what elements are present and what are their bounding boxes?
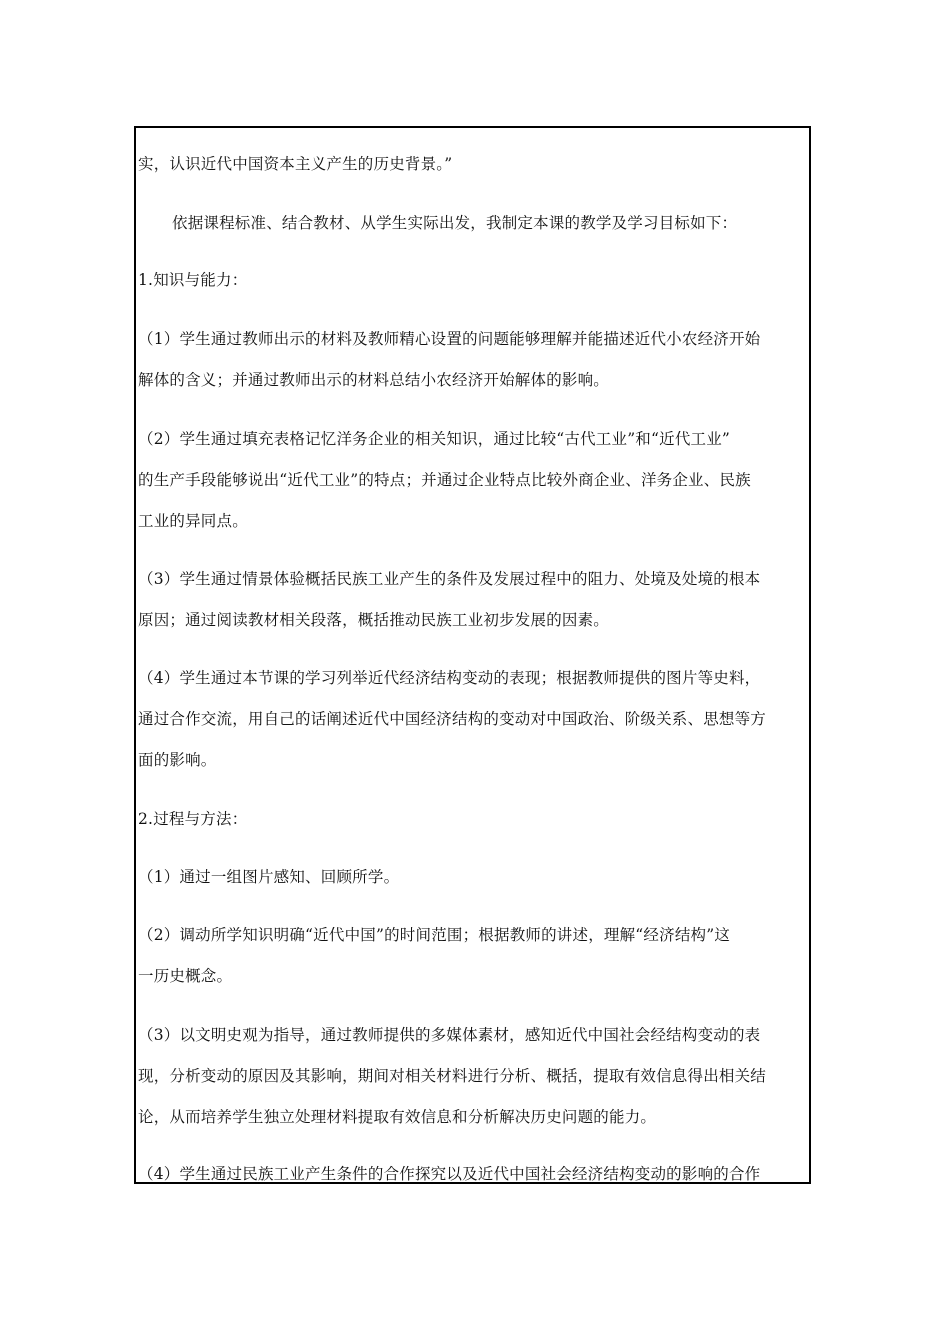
- text-line: （2）学生通过填充表格记忆洋务企业的相关知识，通过比较“古代工业”和“近代工业”: [138, 430, 731, 448]
- text-line: 现，分析变动的原因及其影响，期间对相关材料进行分析、概括，提取有效信息得出相关结: [138, 1067, 767, 1085]
- section-heading: 1.知识与能力：: [138, 271, 248, 289]
- text-line: （1）通过一组图片感知、回顾所学。: [138, 868, 400, 886]
- text-line: 解体的含义；并通过教师出示的材料总结小农经济开始解体的影响。: [138, 371, 610, 389]
- text-line: 依据课程标准、结合教材、从学生实际出发，我制定本课的教学及学习目标如下：: [172, 214, 738, 232]
- text-line: 原因；通过阅读教材相关段落，概括推动民族工业初步发展的因素。: [138, 611, 610, 629]
- text-line: 论，从而培养学生独立处理材料提取有效信息和分析解决历史问题的能力。: [138, 1108, 657, 1126]
- text-line: 一历史概念。: [138, 967, 233, 985]
- text-line: （1）学生通过教师出示的材料及教师精心设置的问题能够理解并能描述近代小农经济开始: [138, 330, 761, 348]
- text-line: （3）学生通过情景体验概括民族工业产生的条件及发展过程中的阻力、处境及处境的根本: [138, 570, 761, 588]
- text-line: 工业的异同点。: [138, 512, 248, 530]
- document-frame: [134, 126, 811, 1184]
- text-line: 面的影响。: [138, 751, 217, 769]
- text-line: 通过合作交流，用自己的话阐述近代中国经济结构的变动对中国政治、阶级关系、思想等方: [138, 710, 767, 728]
- text-line: （4）学生通过本节课的学习列举近代经济结构变动的表现；根据教师提供的图片等史料，: [138, 669, 761, 687]
- text-line: （3）以文明史观为指导，通过教师提供的多媒体素材，感知近代中国社会经结构变动的表: [138, 1026, 761, 1044]
- text-line: 实，认识近代中国资本主义产生的历史背景。”: [138, 155, 453, 173]
- text-line: （4）学生通过民族工业产生条件的合作探究以及近代中国社会经济结构变动的影响的合作: [138, 1165, 761, 1183]
- text-line: （2）调动所学知识明确“近代中国”的时间范围；根据教师的讲述，理解“经济结构”这: [138, 926, 731, 944]
- section-heading: 2.过程与方法：: [138, 810, 248, 828]
- text-line: 的生产手段能够说出“近代工业”的特点；并通过企业特点比较外商企业、洋务企业、民族: [138, 471, 751, 489]
